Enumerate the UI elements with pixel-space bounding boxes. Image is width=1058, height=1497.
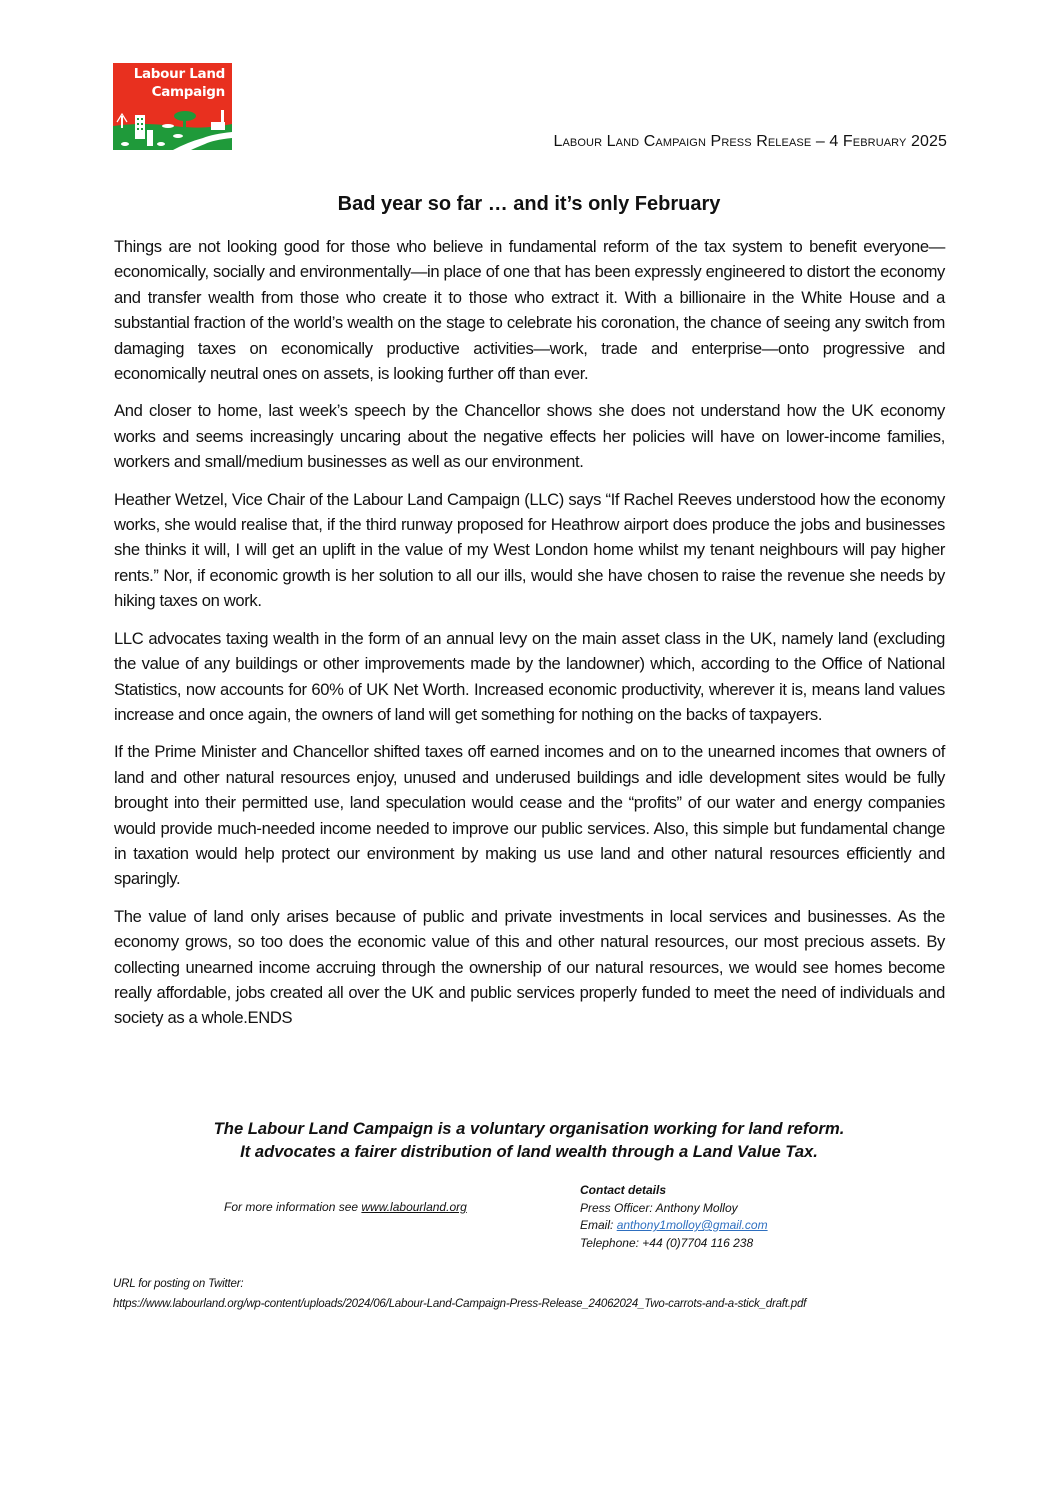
email-link[interactable]: anthony1molloy@gmail.com [616, 1218, 768, 1232]
press-release-title: Bad year so far … and it’s only February [337, 193, 721, 215]
email-label: Email: [580, 1218, 617, 1232]
press-release-body [114, 234, 945, 1043]
contact-email-row [580, 1217, 768, 1235]
more-information [224, 1200, 467, 1214]
website-link[interactable]: www.labourland.org [361, 1200, 467, 1214]
twitter-posting-url [113, 1274, 806, 1314]
body-paragraph: LLC advocates taxing wealth in the form of an annual levy on the main asset class in the UK, namely land (excluding the value of any buildings or other improvements made by the landowner) which, according to the Office of National Statistics, now accounts for 60% of UK Net Worth. Increased economic productivity, wherever it is, means land values increase and once again, the owners of land will get something for nothing on the backs of taxpayers. [114, 628, 945, 724]
body-paragraph: Heather Wetzel, Vice Chair of the Labour Land Campaign (LLC) says “If Rachel Reeves understood how the economy works, she would realise that, if the third runway proposed for Heathrow airport does produce the jobs and businesses she thinks it will, I will get an uplift in the value of my West London home whilst my tenant neighbours will pay higher rents.” Nor, if economic growth is her solution to all our ills, would she have chosen to raise the revenue she needs by hiking taxes on work. [114, 489, 945, 611]
tagline-line-2: It advocates a fairer distribution of land wealth through a Land Value Tax. [240, 1142, 818, 1161]
more-information-label: For more information see [224, 1200, 362, 1214]
body-paragraph: If the Prime Minister and Chancellor shifted taxes off earned incomes and on to the unearned incomes that owners of land and other natural resources enjoy, unused and underused buildings and idle development sites would be fully brought into their permitted use, land speculation would cease and the “profits” of our water and energy companies would provide much-needed income needed to improve our public services. Also, this simple but fundamental change in taxation would help protect our environment by making us use land and other natural resources efficiently and sparingly. [114, 742, 945, 889]
logo-line-1: Labour Land [133, 66, 225, 82]
tagline-line-1: The Labour Land Campaign is a voluntary organisation working for land reform. [213, 1119, 845, 1138]
twitter-label: URL for posting on Twitter: [113, 1278, 244, 1290]
contact-heading: Contact details [580, 1183, 667, 1197]
logo-text [134, 65, 225, 101]
logo-landscape-icon [113, 108, 232, 150]
body-paragraph: And closer to home, last week’s speech by the Chancellor shows she does not understand how the UK economy works and seems increasingly uncaring about the negative effects her policies will have on lower-income families, workers and small/medium businesses as well as our environment. [114, 401, 945, 472]
logo-line-2: Campaign [151, 84, 225, 100]
telephone: Telephone: +44 (0)7704 116 238 [580, 1235, 754, 1250]
press-officer: Press Officer: Anthony Molloy [580, 1200, 738, 1215]
body-paragraph: The value of land only arises because of public and private investments in local services and businesses. As the economy grows, so too does the economic value of this and other natural resources, our most precious assets. By collecting unearned income accruing through the ownership of our natural resources, we would see homes become really affordable, jobs created all over the UK and public services properly funded to meet the need of individuals and society as a whole.ENDS [114, 906, 945, 1028]
press-release-header: Labour Land Campaign Press Release – 4 February 2025 [553, 133, 947, 150]
contact-details [580, 1182, 768, 1252]
organisation-tagline [0, 1117, 1058, 1163]
twitter-url: https://www.labourland.org/wp-content/uploads/2024/06/Labour-Land-Campaign-Press-Release_24062024_Two-carrots-and-a-stick_draft.pdf [113, 1298, 807, 1310]
body-paragraph: Things are not looking good for those who believe in fundamental reform of the tax system to benefit everyone—economically, socially and environmentally—in place of one that has been expressly engineered to distort the economy and transfer wealth from those who create it to those who extract it. With a billionaire in the White House and a substantial fraction of the world’s wealth on the stage to celebrate his coronation, the chance of seeing any switch from damaging taxes on economically productive activities—work, trade and enterprise—onto progressive and economically neutral ones on assets, is looking further off than ever. [114, 237, 945, 384]
labour-land-campaign-logo [113, 63, 232, 150]
